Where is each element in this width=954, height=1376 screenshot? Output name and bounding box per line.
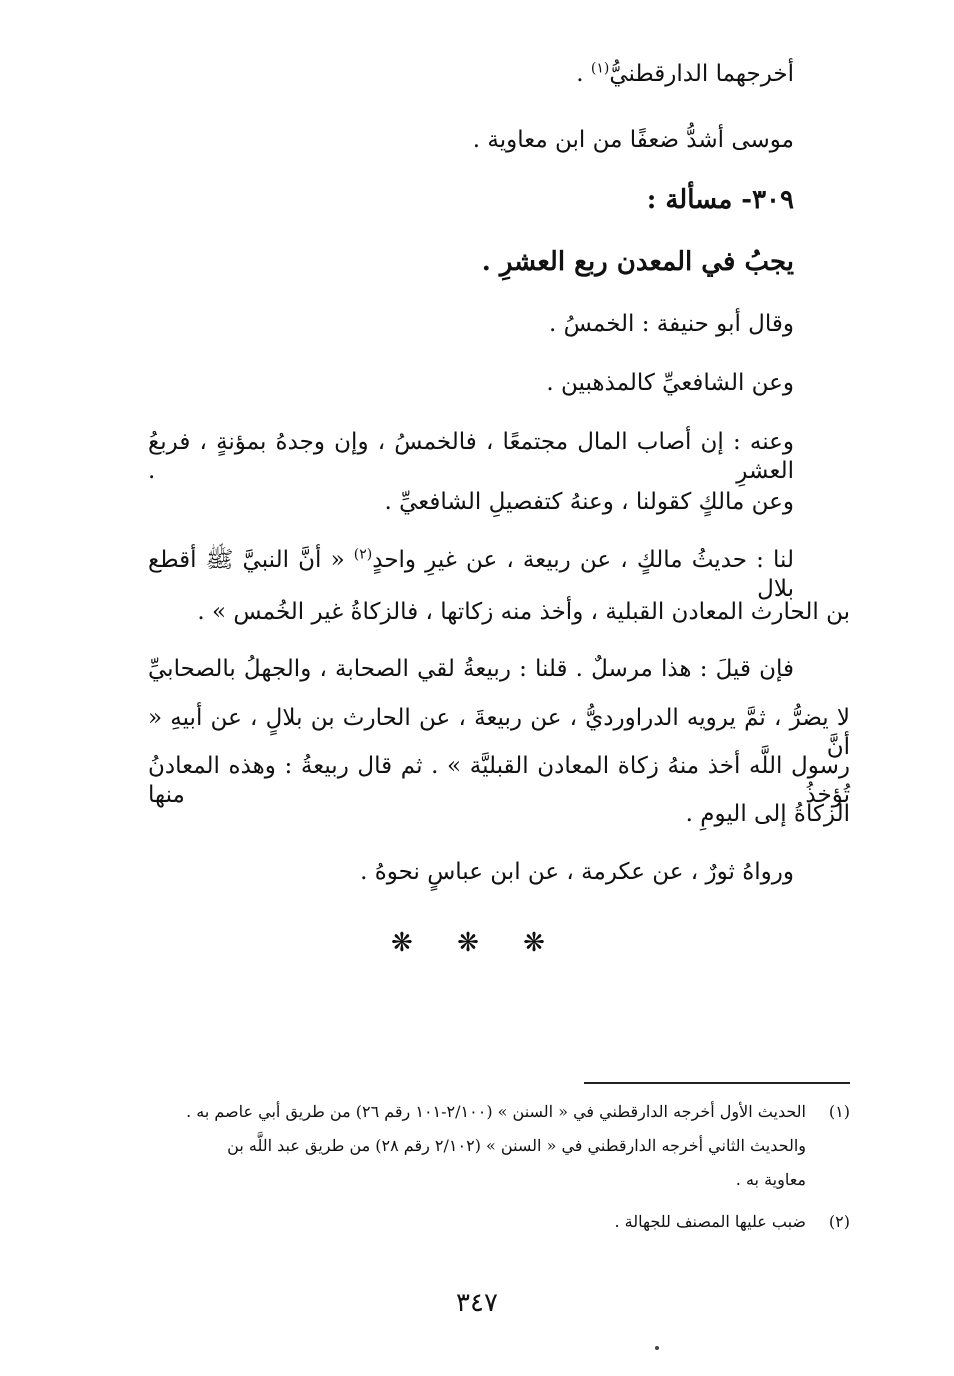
issue-statement: يجبُ في المعدن ربع العشرِ . (481, 247, 794, 277)
footnote-1-number: (١) (828, 1102, 850, 1121)
print-speck (655, 1346, 659, 1350)
footnote-1-line-3: معاوية به . (735, 1170, 806, 1189)
text-line-7 (148, 546, 794, 604)
text-line-10: لا يضرُّ ، ثمَّ يرويه الدراورديُّ ، عن ربيعةَ ، عن الحارث بن بلالٍ ، عن أبيهِ « أنَّ (148, 705, 850, 760)
text-line-1 (576, 60, 794, 89)
section-separator: ❋ ❋ ❋ (391, 928, 563, 958)
footnote-ref-2: (٢) (353, 546, 373, 563)
footnote-1-line-2: والحديث الثاني أخرجه الدارقطني في « السنن » (٢/١٠٢ رقم ٢٨) من طريق عبد اللَّه بن (227, 1136, 806, 1155)
text-line-8: بن الحارث المعادن القبلية ، وأخذ منه زكاتها ، فالزكاةُ غير الخُمس » . (197, 599, 850, 625)
text-line-9: فإن قيلَ : هذا مرسلٌ . قلنا : ربيعةُ لقي الصحابة ، والجهلُ بالصحابيِّ (148, 656, 794, 682)
text-line-12: الزكاةُ إلى اليومِ . (685, 801, 850, 827)
text-line-5: وعنه : إن أصاب المال مجتمعًا ، فالخمسُ ، وإن وجدهُ بمؤنةٍ ، فربعُ العشرِ . (148, 429, 794, 484)
page-number: ٣٤٧ (456, 1288, 498, 1318)
text-line-4: وعن الشافعيِّ كالمذهبين . (546, 370, 794, 396)
footnote-2-text: ضبب عليها المصنف للجهالة . (614, 1212, 806, 1231)
text-segment: « أنَّ النبيَّ ﷺ أقطع بلال (148, 547, 794, 602)
footnote-2-number: (٢) (828, 1212, 850, 1231)
text-line-3: وقال أبو حنيفة : الخمسُ . (548, 311, 794, 337)
text-segment: . (576, 61, 591, 87)
footnote-1-line-1: الحديث الأول أخرجه الدارقطني في « السنن » (٢/١٠٠-١٠١ رقم ٢٦) من طريق أبي عاصم به . (186, 1102, 806, 1121)
text-line-11: رسول اللَّه أخذ منهُ زكاة المعادن القبليَّة » . ثم قال ربيعةُ : وهذه المعادنُ تُؤخذُ منها (148, 753, 850, 808)
text-segment: أخرجهما الدارقطنيُّ (609, 61, 794, 87)
text-line-2: موسى أشدُّ ضعفًا من ابن معاوية . (472, 127, 794, 153)
footnote-divider (584, 1082, 850, 1084)
issue-heading: ٣٠٩- مسألة : (646, 185, 794, 215)
text-line-13: ورواهُ ثورٌ ، عن عكرمة ، عن ابن عباسٍ نحوهُ . (360, 859, 794, 885)
footnote-ref-1: (١) (590, 60, 610, 77)
text-segment: لنا : حديثُ مالكٍ ، عن ربيعة ، عن غيرِ واحدٍ (372, 547, 794, 573)
text-line-6: وعن مالكٍ كقولنا ، وعنهُ كتفصيلِ الشافعيِّ . (384, 489, 794, 515)
